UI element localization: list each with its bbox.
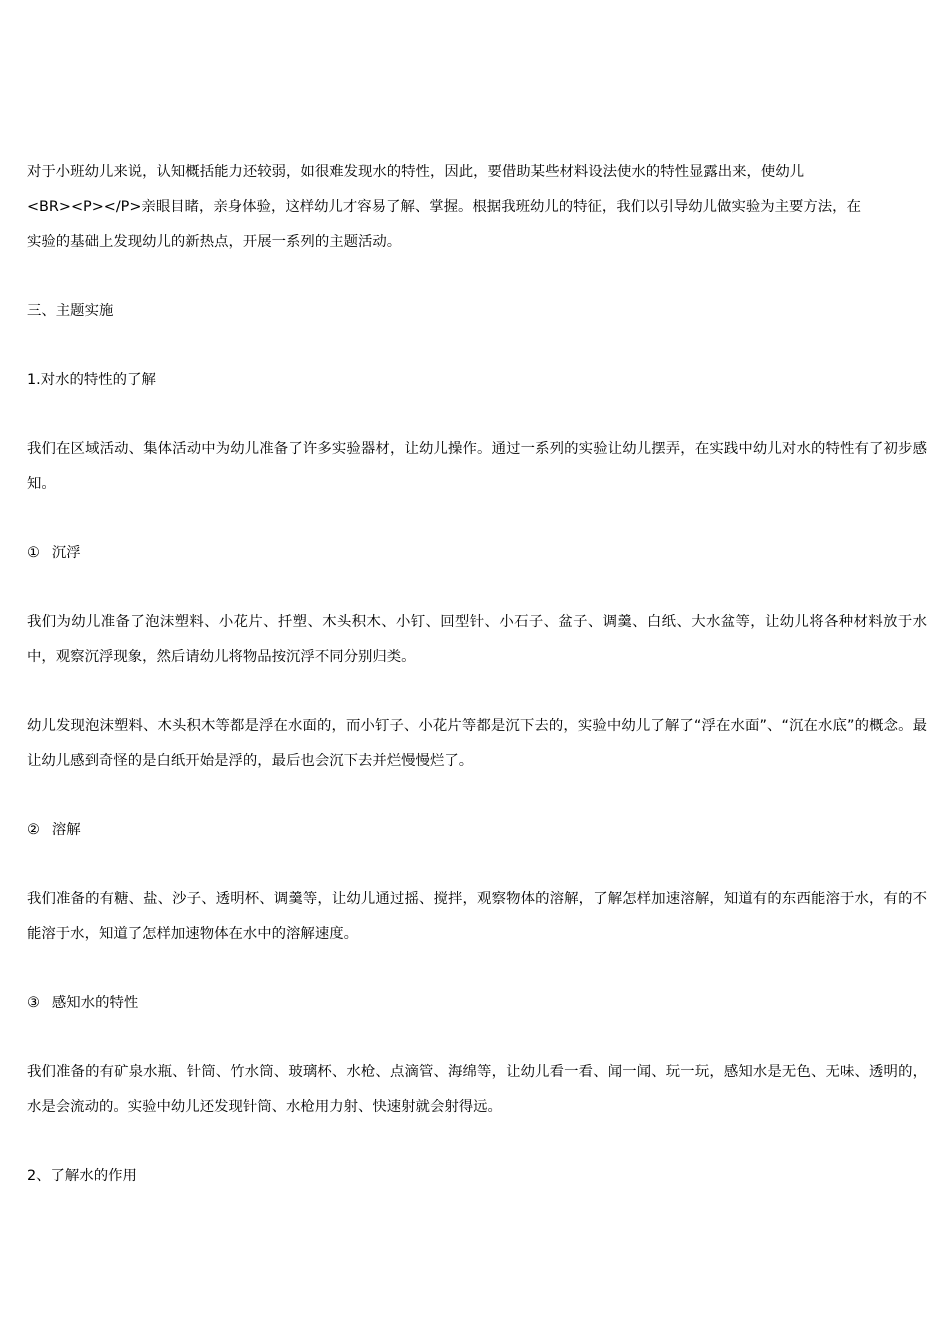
intro-line-1: 对于小班幼儿来说，认知概括能力还较弱，如很难发现水的特性，因此，要借助某些材料设法使水的特性显露出来，使幼儿 <box>27 164 805 180</box>
item-3-number: ③ <box>27 995 40 1011</box>
section-title: 三、主题实施 <box>27 303 114 319</box>
subsection-2-title: 2、了解水的作用 <box>27 1168 137 1184</box>
item-2-number: ② <box>27 822 40 838</box>
intro-line-2: <BR><P></P>亲眼目睹，亲身体验，这样幼儿才容易了解、掌握。根据我班幼儿的特征，我们以引导幼儿做实验为主要方法，在 <box>27 199 861 215</box>
item-1-title: 沉浮 <box>51 545 81 561</box>
item-1-paragraph-1: 我们为幼儿准备了泡沫塑料、小花片、扦塑、木头积木、小钉、回型针、小石子、盆子、调羹、白纸、大水盆等，让幼儿将各种材料放于水中，观察沉浮现象，然后请幼儿将物品按沉浮不同分别归类。 <box>27 614 927 665</box>
item-3-paragraph: 我们准备的有矿泉水瓶、针筒、竹水筒、玻璃杯、水枪、点滴管、海绵等，让幼儿看一看、闻一闻、玩一玩，感知水是无色、无味、透明的，水是会流动的。实验中幼儿还发现针筒、水枪用力射、快速射就会射得远。 <box>27 1064 927 1115</box>
subsection-1-paragraph: 我们在区域活动、集体活动中为幼儿准备了许多实验器材，让幼儿操作。通过一系列的实验让幼儿摆弄，在实践中幼儿对水的特性有了初步感知。 <box>27 441 927 492</box>
intro-paragraph <box>27 155 927 260</box>
item-2-heading <box>27 813 927 848</box>
item-1-paragraph-2: 幼儿发现泡沫塑料、木头积木等都是浮在水面的，而小钉子、小花片等都是沉下去的，实验中幼儿了解了“浮在水面”、“沉在水底”的概念。最让幼儿感到奇怪的是白纸开始是浮的，最后也会沉下去并烂慢慢烂了。 <box>27 718 927 769</box>
item-3-title: 感知水的特性 <box>51 995 139 1011</box>
item-1-number: ① <box>27 545 40 561</box>
item-2-title: 溶解 <box>51 822 81 838</box>
subsection-1-title: 1.对水的特性的了解 <box>27 372 156 388</box>
document-body <box>27 155 927 1194</box>
item-2-paragraph: 我们准备的有糖、盐、沙子、透明杯、调羹等，让幼儿通过摇、搅拌，观察物体的溶解，了解怎样加速溶解，知道有的东西能溶于水，有的不能溶于水，知道了怎样加速物体在水中的溶解速度。 <box>27 891 927 942</box>
item-3-heading <box>27 986 927 1021</box>
intro-line-3: 实验的基础上发现幼儿的新热点，开展一系列的主题活动。 <box>27 234 402 250</box>
item-1-heading <box>27 536 927 571</box>
